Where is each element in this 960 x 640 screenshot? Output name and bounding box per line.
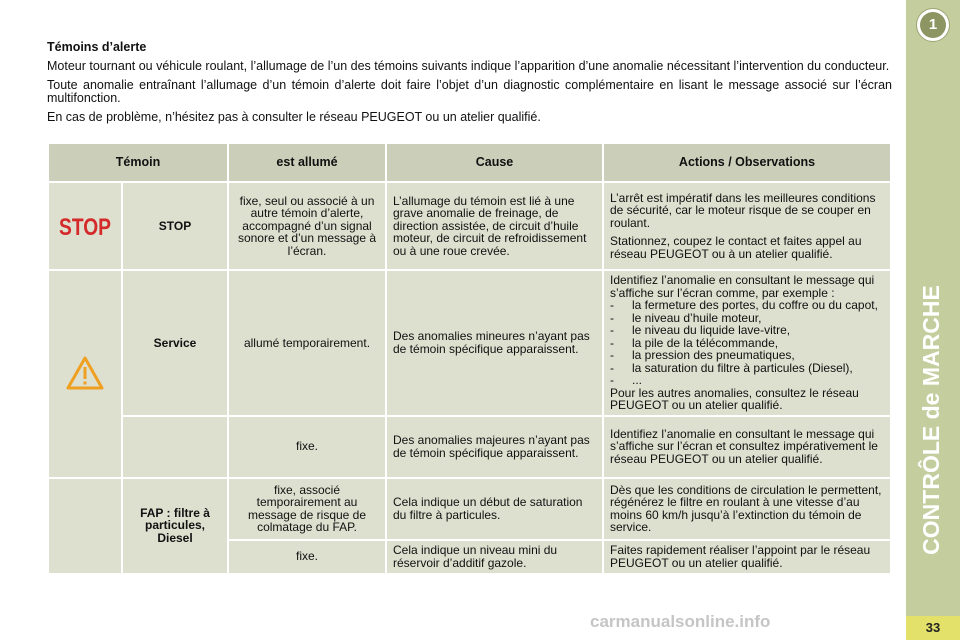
- stop-name: STOP: [122, 182, 228, 270]
- fap-assoc-cause: Cela indique un début de saturation du filtre à particules.: [386, 478, 603, 540]
- table-row-stop: [48, 182, 891, 270]
- table-row-service-temporary: [48, 270, 891, 416]
- chapter-sidebar: [906, 0, 960, 640]
- fap-assoc-action: Dès que les conditions de circulation le permettent, régénérez le filtre en roulant à une vitesse d’au moins 60 km/h jusqu’à l’extinction du témoin de service.: [603, 478, 891, 540]
- service-temp-cause: Des anomalies mineures n’ayant pas de témoin spécifique apparaissent.: [386, 270, 603, 416]
- chapter-badge: [916, 8, 950, 42]
- list-item: - le niveau du liquide lave-vitre,: [610, 324, 884, 337]
- stop-when: fixe, seul ou associé à un autre témoin d’alerte, accompagné d’un signal sonore et d’un message à l’écran.: [228, 182, 386, 270]
- stop-actions: [603, 182, 891, 270]
- service-temp-list: [610, 299, 884, 387]
- warning-lights-table: [47, 142, 892, 575]
- stop-action-1: L’arrêt est impératif dans les meilleures conditions de sécurité, car le moteur risque de se couper en roulant.: [610, 190, 876, 230]
- intro-paragraph-3: En cas de problème, n’hésitez pas à consulter le réseau PEUGEOT ou un atelier qualifié.: [47, 110, 541, 124]
- list-item: - ...: [610, 374, 884, 387]
- table-row-fap-associated: [48, 478, 891, 540]
- list-item: - la saturation du filtre à particules (Diesel),: [610, 362, 884, 375]
- fap-fixed-when: fixe.: [228, 540, 386, 574]
- fap-fixed-action: Faites rapidement réaliser l’appoint par le réseau PEUGEOT ou un atelier qualifié.: [603, 540, 891, 574]
- header-cause: Cause: [386, 143, 603, 182]
- stop-cause: L’allumage du témoin est lié à une grave anomalie de freinage, de direction assistée, de circuit d’huile moteur, de circuit de refroidissement ou à une roue crevée.: [386, 182, 603, 270]
- service-icon-cell: [48, 270, 122, 478]
- service-temp-when: allumé temporairement.: [228, 270, 386, 416]
- stop-warning-icon: [55, 205, 115, 245]
- service-fixed-action: Identifiez l’anomalie en consultant le message qui s’affiche sur l’écran et consultez impérativement le réseau PEUGEOT ou un atelier qualifié.: [603, 416, 891, 478]
- service-name: Service: [122, 270, 228, 416]
- service-fixed-name-cell: [122, 416, 228, 478]
- list-item: - la pile de la télécommande,: [610, 337, 884, 350]
- page-number: 33: [906, 616, 960, 640]
- list-item: - la fermeture des portes, du coffre ou du capot,: [610, 299, 884, 312]
- list-item: - la pression des pneumatiques,: [610, 349, 884, 362]
- intro-paragraph-1: Moteur tournant ou véhicule roulant, l’allumage de l’un des témoins suivants indique l’apparition d’une anomalie nécessitant l’intervention du conducteur.: [47, 59, 890, 73]
- header-actions: Actions / Observations: [603, 143, 891, 182]
- fap-assoc-when: fixe, associé temporairement au message de risque de colmatage du FAP.: [228, 478, 386, 540]
- intro-section: [47, 40, 892, 130]
- watermark-text: carmanualsonline.info: [590, 612, 771, 631]
- section-heading: Témoins d’alerte: [47, 40, 147, 54]
- service-fixed-cause: Des anomalies majeures n’ayant pas de témoin spécifique apparaissent.: [386, 416, 603, 478]
- warning-triangle-icon: [65, 355, 105, 391]
- fap-fixed-cause: Cela indique un niveau mini du réservoir d’additif gazole.: [386, 540, 603, 574]
- list-item: - le niveau d’huile moteur,: [610, 312, 884, 325]
- intro-paragraph-2: Toute anomalie entraînant l’allumage d’un témoin d’alerte doit faire l’objet d’un diagnostic complémentaire en lisant le message associé sur l’écran multifonction.: [47, 78, 892, 105]
- stop-icon-label: STOP: [59, 213, 111, 241]
- table-row-service-fixed: [48, 416, 891, 478]
- service-temp-outro: Pour les autres anomalies, consultez le réseau PEUGEOT ou un atelier qualifié.: [610, 385, 859, 412]
- service-temp-intro: Identifiez l’anomalie en consultant le message qui s’affiche sur l’écran comme, par exemple :: [610, 273, 875, 300]
- table-header-row: [48, 143, 891, 182]
- fap-icon-cell: [48, 478, 122, 574]
- service-temp-actions: [603, 270, 891, 416]
- chapter-number: 1: [920, 12, 946, 38]
- stop-icon-cell: [48, 182, 122, 270]
- header-temoin: Témoin: [48, 143, 228, 182]
- header-est-allume: est allumé: [228, 143, 386, 182]
- fap-name: FAP : filtre à particules, Diesel: [122, 478, 228, 574]
- stop-action-2: Stationnez, coupez le contact et faites appel au réseau PEUGEOT ou à un atelier qualifié.: [610, 234, 862, 261]
- chapter-title: CONTRÔLE de MARCHE: [918, 285, 944, 555]
- service-fixed-when: fixe.: [228, 416, 386, 478]
